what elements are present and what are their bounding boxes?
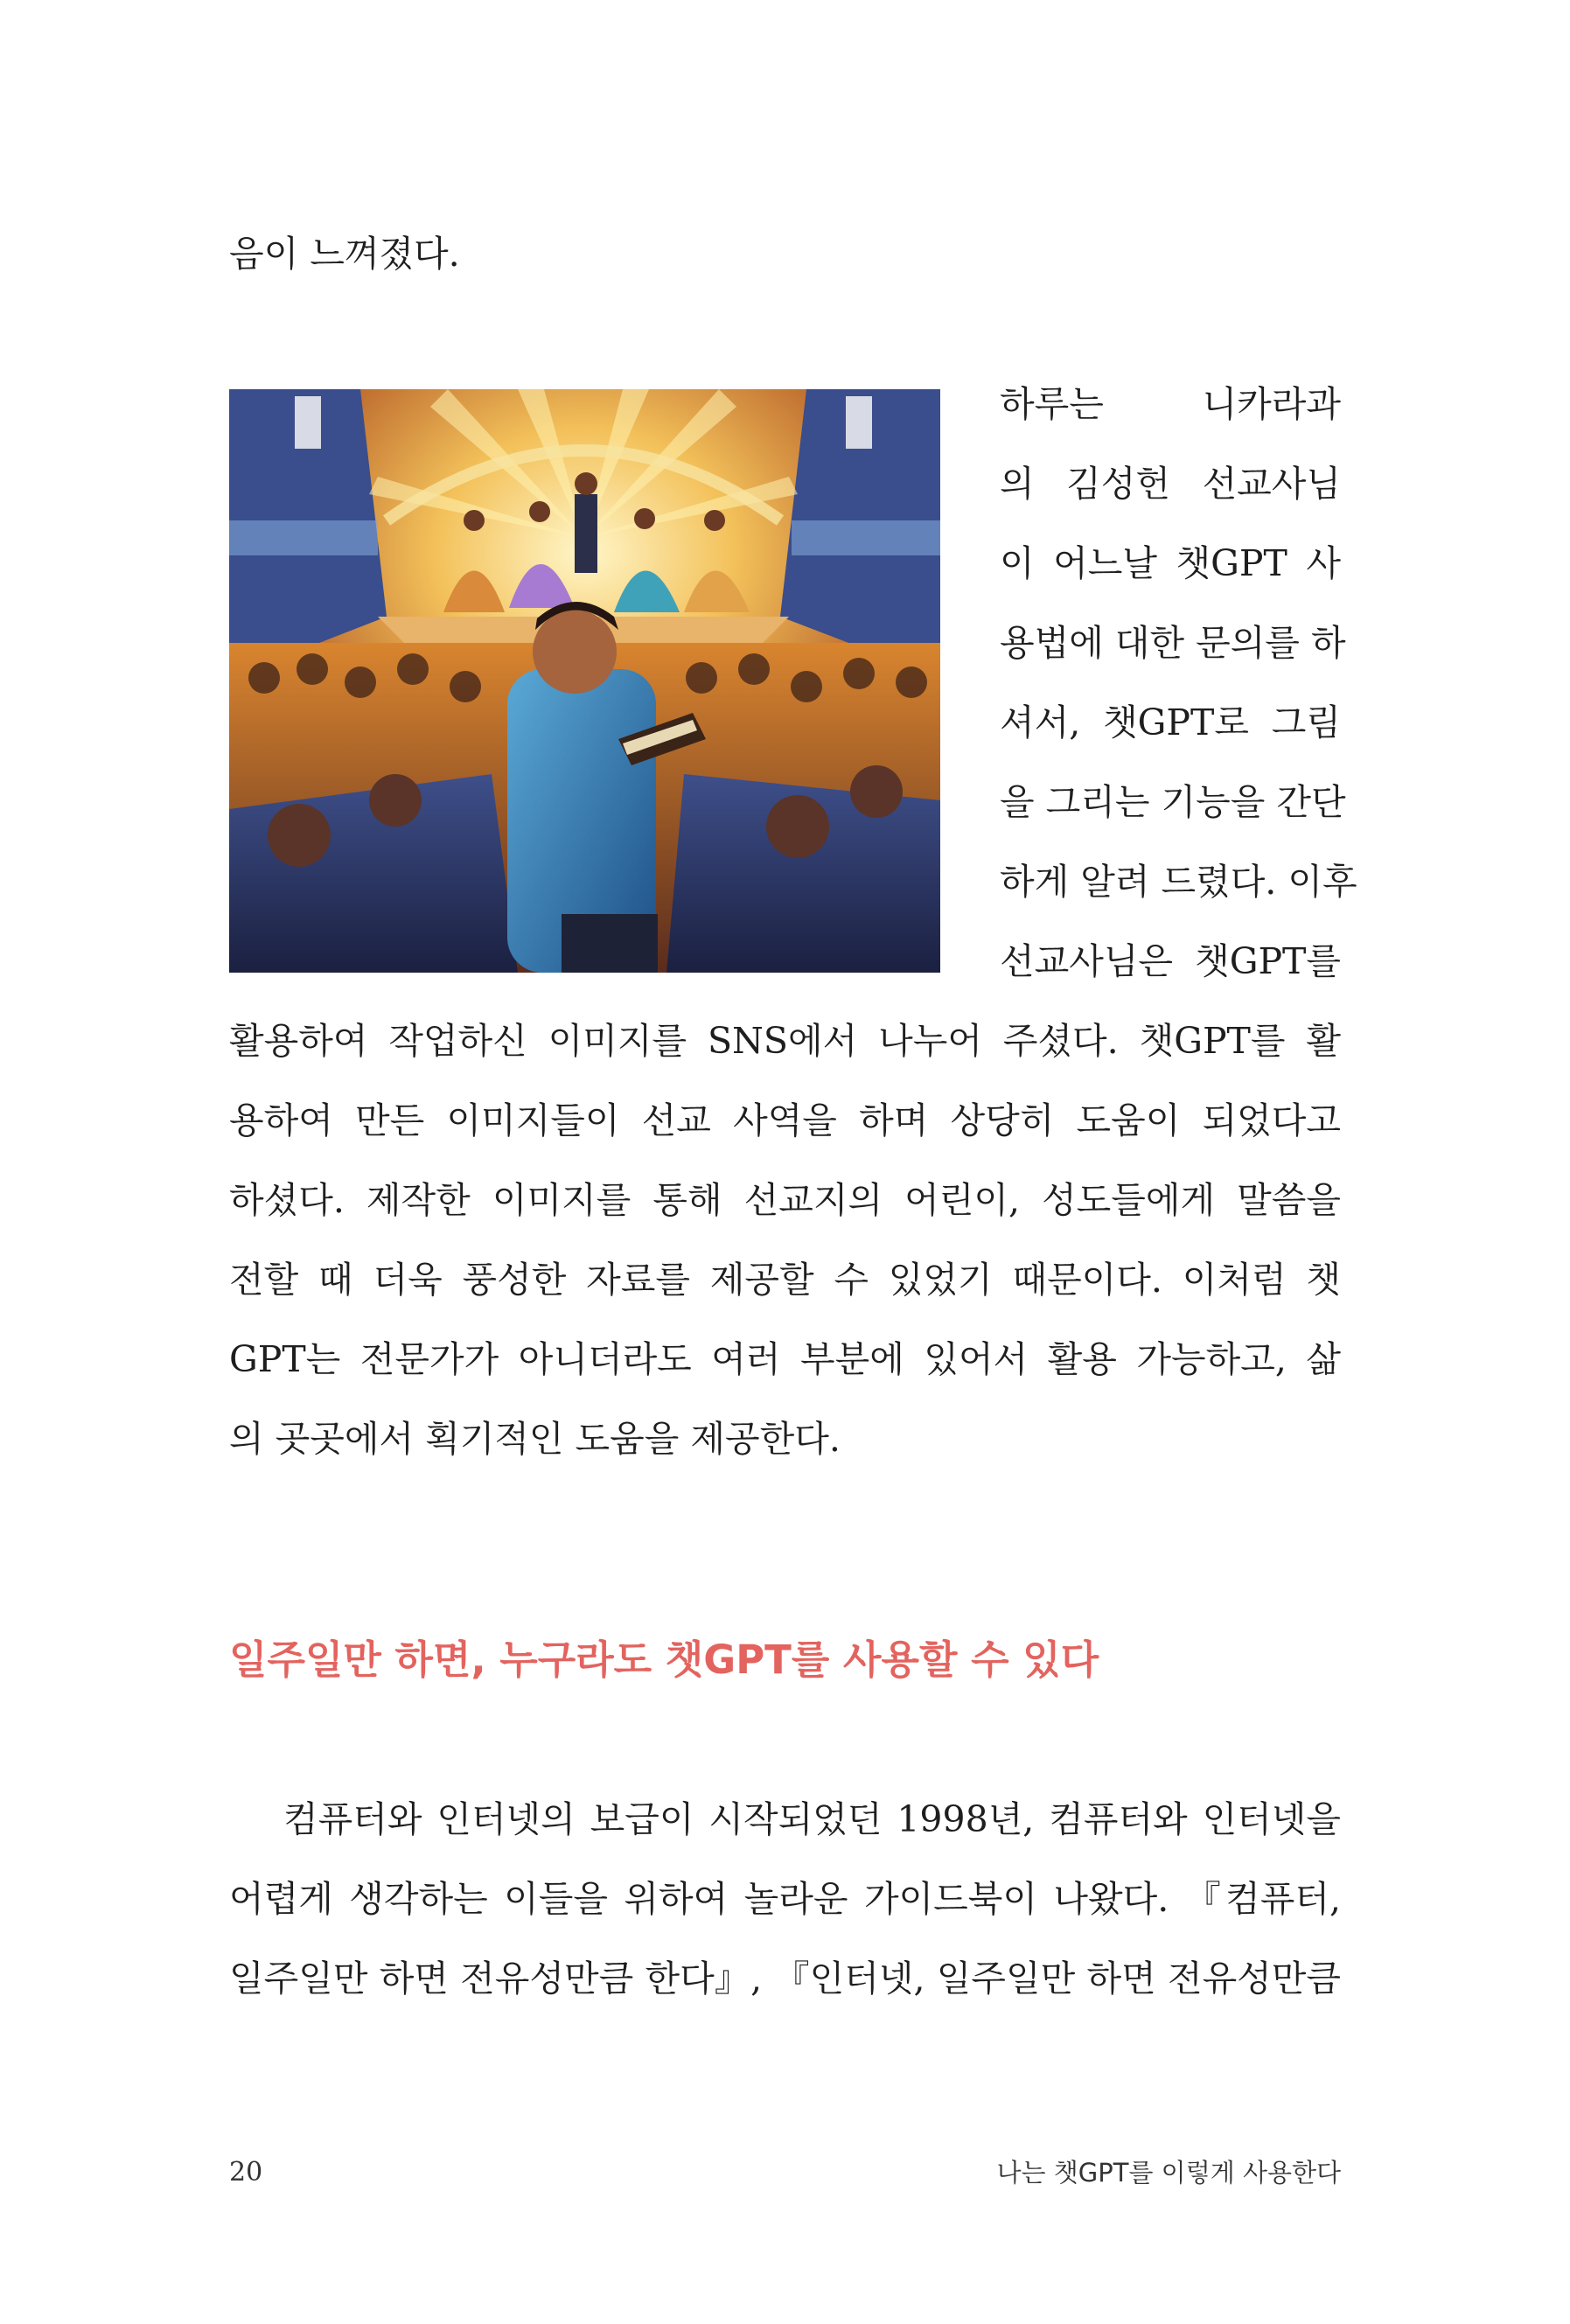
body-line: 하셨다. 제작한 이미지를 통해 선교지의 어린이, 성도들에게 말씀을: [229, 1179, 1341, 1221]
section-line: 컴퓨터와 인터넷의 보급이 시작되었던 1998년, 컴퓨터와 인터넷을: [283, 1798, 1341, 1840]
body-line: 활용하여 작업하신 이미지를 SNS에서 나누어 주셨다. 챗GPT를 활: [229, 1020, 1341, 1062]
body-line: 하루는 니카라과: [1000, 383, 1341, 425]
section-line: 어렵게 생각하는 이들을 위하여 놀라운 가이드북이 나왔다. 『컴퓨터,: [229, 1878, 1341, 1920]
body-line: 의 김성헌 선교사님: [1000, 463, 1341, 505]
body-line: 용하여 만든 이미지들이 선교 사역을 하며 상당히 도움이 되었다고: [229, 1099, 1341, 1141]
worship-illustration: [229, 389, 940, 973]
body-line: 의 곳곳에서 획기적인 도움을 제공한다.: [229, 1418, 841, 1460]
page-number: 20: [229, 2157, 263, 2188]
body-line: 선교사님은 챗GPT를: [1000, 940, 1341, 982]
section-line: 일주일만 하면 전유성만큼 한다』, 『인터넷, 일주일만 하면 전유성만큼: [229, 1958, 1341, 1999]
body-line: 용법에 대한 문의를 하: [1000, 622, 1346, 664]
body-line: 이 어느날 챗GPT 사: [1000, 542, 1341, 584]
body-line: 전할 때 더욱 풍성한 자료를 제공할 수 있었기 때문이다. 이처럼 챗: [229, 1259, 1341, 1301]
body-line: GPT는 전문가가 아니더라도 여러 부분에 있어서 활용 가능하고, 삶: [229, 1338, 1341, 1380]
body-line: 음이 느껴졌다.: [229, 233, 460, 275]
section-heading: 일주일만 하면, 누구라도 챗GPT를 사용할 수 있다: [229, 1637, 1099, 1683]
body-line: 을 그리는 기능을 간단: [1000, 781, 1346, 823]
body-line: 셔서, 챗GPT로 그림: [1000, 701, 1341, 743]
book-title: 나는 챗GPT를 이렇게 사용한다: [996, 2158, 1341, 2188]
body-line: 하게 알려 드렸다. 이후: [1000, 861, 1357, 903]
